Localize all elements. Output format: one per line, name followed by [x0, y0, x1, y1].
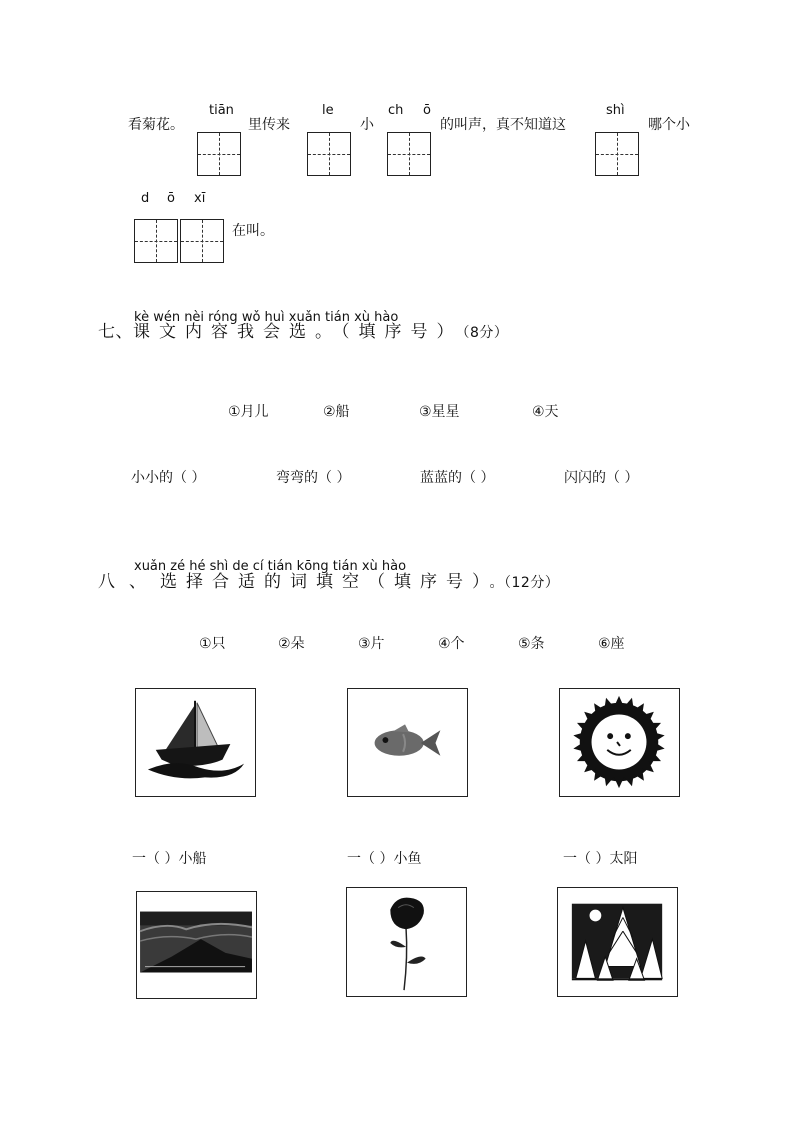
section-pinyin: kè wén nèi róng wǒ huì xuǎn tián xù hào: [134, 310, 399, 325]
text-segment: 看菊花。: [128, 117, 184, 133]
fill-blank[interactable]: 蓝蓝的（ ）: [420, 470, 495, 486]
writing-box[interactable]: [134, 219, 178, 263]
writing-box[interactable]: [387, 132, 431, 176]
mountain-picture: [136, 891, 257, 999]
pinyin-hint: ō: [423, 103, 431, 118]
fill-blank[interactable]: 闪闪的（ ）: [564, 470, 639, 486]
sun-icon: [560, 689, 679, 796]
section-title: 选择合适的词填空: [160, 572, 368, 592]
writing-box[interactable]: [307, 132, 351, 176]
fill-blank[interactable]: 一（ ）小船: [132, 851, 207, 867]
section-pinyin: xuǎn zé hé shì de cí tián kōng tián xù hào: [134, 559, 407, 574]
option-item: ②朵: [278, 636, 305, 652]
option-item: ⑥座: [598, 636, 625, 652]
trees-picture: [557, 887, 678, 997]
pinyin-hint: d: [141, 191, 150, 206]
fish-icon: [348, 689, 467, 796]
fish-picture: [347, 688, 468, 797]
pine-trees-icon: [558, 888, 677, 996]
section-instruction: （填序号）: [368, 572, 490, 592]
option-item: ①只: [199, 636, 226, 652]
pinyin-hint: le: [322, 103, 334, 118]
text-segment: 哪个小: [648, 117, 690, 133]
sailboat-picture: [135, 688, 256, 797]
section-title: 课文内容我会选。: [133, 322, 341, 342]
option-item: ③片: [358, 636, 385, 652]
sailboat-icon: [136, 689, 255, 796]
option-item: ⑤条: [518, 636, 545, 652]
pinyin-hint: ch: [388, 103, 404, 118]
section-number: 七、: [98, 322, 133, 342]
fill-blank[interactable]: 一（ ）太阳: [563, 851, 638, 867]
option-item: ④天: [532, 404, 559, 420]
writing-box[interactable]: [595, 132, 639, 176]
writing-box[interactable]: [180, 219, 224, 263]
option-item: ③星星: [419, 404, 460, 420]
writing-box[interactable]: [197, 132, 241, 176]
option-item: ②船: [323, 404, 350, 420]
fill-blank[interactable]: 弯弯的（ ）: [276, 470, 351, 486]
text-segment: 在叫。: [232, 223, 274, 239]
mountain-icon: [137, 892, 256, 998]
rose-icon: [347, 888, 466, 996]
section-heading: [98, 322, 508, 343]
option-item: ④个: [438, 636, 465, 652]
pinyin-hint: shì: [606, 103, 625, 118]
pinyin-hint: ō: [167, 191, 175, 206]
section-heading: [98, 572, 559, 593]
section-instruction: （填序号）: [341, 322, 463, 342]
text-segment: 小: [360, 117, 374, 133]
section-score: 。（12分）: [489, 575, 560, 591]
rose-picture: [346, 887, 467, 997]
text-segment: 里传来: [248, 117, 290, 133]
fill-blank[interactable]: 一（ ）小鱼: [347, 851, 422, 867]
option-item: ①月儿: [228, 404, 269, 420]
fill-blank[interactable]: 小小的（ ）: [131, 470, 206, 486]
section-number: 八、: [98, 572, 160, 592]
sun-picture: [559, 688, 680, 797]
pinyin-hint: xī: [194, 191, 206, 206]
section-score: （8分）: [462, 325, 509, 341]
pinyin-hint: tiān: [209, 103, 234, 118]
text-segment: 的叫声，真不知道这: [440, 117, 566, 133]
